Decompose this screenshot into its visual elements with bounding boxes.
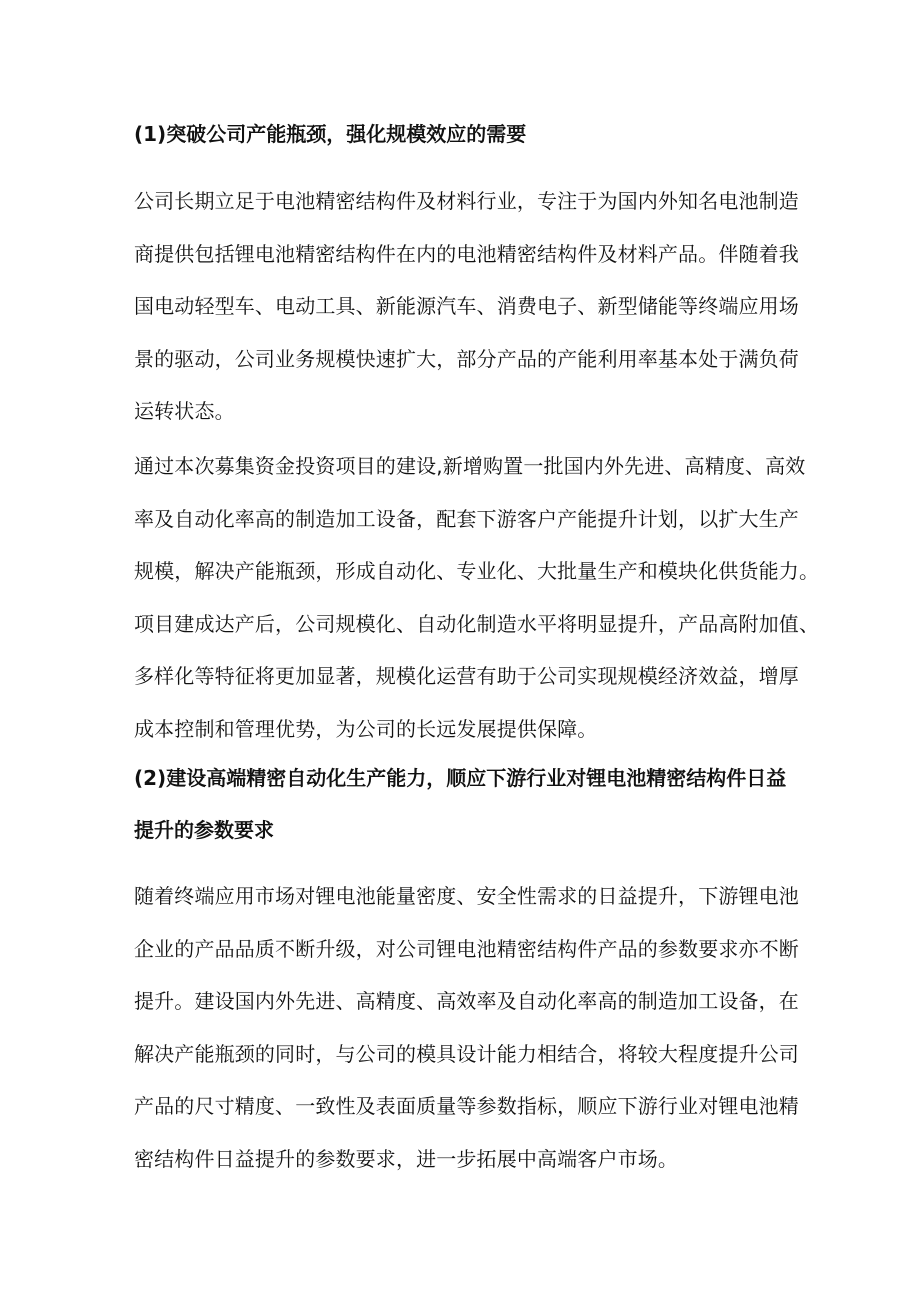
section-1-heading-text: (1)突破公司产能瓶颈，强化规模效应的需要 — [134, 122, 527, 146]
section-1-paragraph-1 — [134, 175, 799, 438]
paragraph-line: 产品的尺寸精度、一致性及表面质量等参数指标，顺应下游行业对锂电池精 — [134, 1094, 799, 1119]
paragraph-line: 运转状态。 — [134, 399, 235, 424]
section-2-heading — [134, 752, 794, 856]
section-1-paragraph-2 — [134, 440, 820, 756]
paragraph-line: 成本控制和管理优势，为公司的长远发展提供保障。 — [134, 716, 598, 741]
paragraph-line: 解决产能瓶颈的同时，与公司的模具设计能力相结合，将较大程度提升公司 — [134, 1041, 799, 1066]
paragraph-line: 率及自动化率高的制造加工设备，配套下游客户产能提升计划，以扩大生产 — [134, 506, 799, 531]
paragraph-line: 密结构件日益提升的参数要求，进一步拓展中高端客户市场。 — [134, 1146, 679, 1171]
paragraph-line: 通过本次募集资金投资项目的建设,新增购置一批国内外先进、高精度、高效 — [134, 454, 806, 478]
paragraph-line: 规模，解决产能瓶颈，形成自动化、专业化、大批量生产和模块化供货能力。 — [134, 559, 820, 584]
paragraph-line: 景的驱动，公司业务规模快速扩大，部分产品的产能利用率基本处于满负荷 — [134, 346, 799, 371]
paragraph-line: 国电动轻型车、电动工具、新能源汽车、消费电子、新型储能等终端应用场 — [134, 294, 799, 319]
paragraph-line: 多样化等特征将更加显著，规模化运营有助于公司实现规模经济效益，增厚 — [134, 664, 799, 689]
paragraph-line: 提升。建设国内外先进、高精度、高效率及自动化率高的制造加工设备，在 — [134, 989, 799, 1014]
paragraph-line: 企业的产品品质不断升级，对公司锂电池精密结构件产品的参数要求亦不断 — [134, 936, 799, 961]
paragraph-line: 项目建成达产后，公司规模化、自动化制造水平将明显提升，产品高附加值、 — [134, 611, 820, 636]
section-2-heading-line: 提升的参数要求 — [134, 818, 274, 842]
paragraph-line: 商提供包括锂电池精密结构件在内的电池精密结构件及材料产品。伴随着我 — [134, 241, 799, 266]
section-2-paragraph-1 — [134, 870, 799, 1186]
section-1-heading — [134, 108, 794, 160]
section-2-heading-line: (2)建设高端精密自动化生产能力，顺应下游行业对锂电池精密结构件日益 — [134, 766, 787, 790]
paragraph-line: 随着终端应用市场对锂电池能量密度、安全性需求的日益提升，下游锂电池 — [134, 884, 799, 908]
paragraph-line: 公司长期立足于电池精密结构件及材料行业，专注于为国内外知名电池制造 — [134, 189, 799, 213]
